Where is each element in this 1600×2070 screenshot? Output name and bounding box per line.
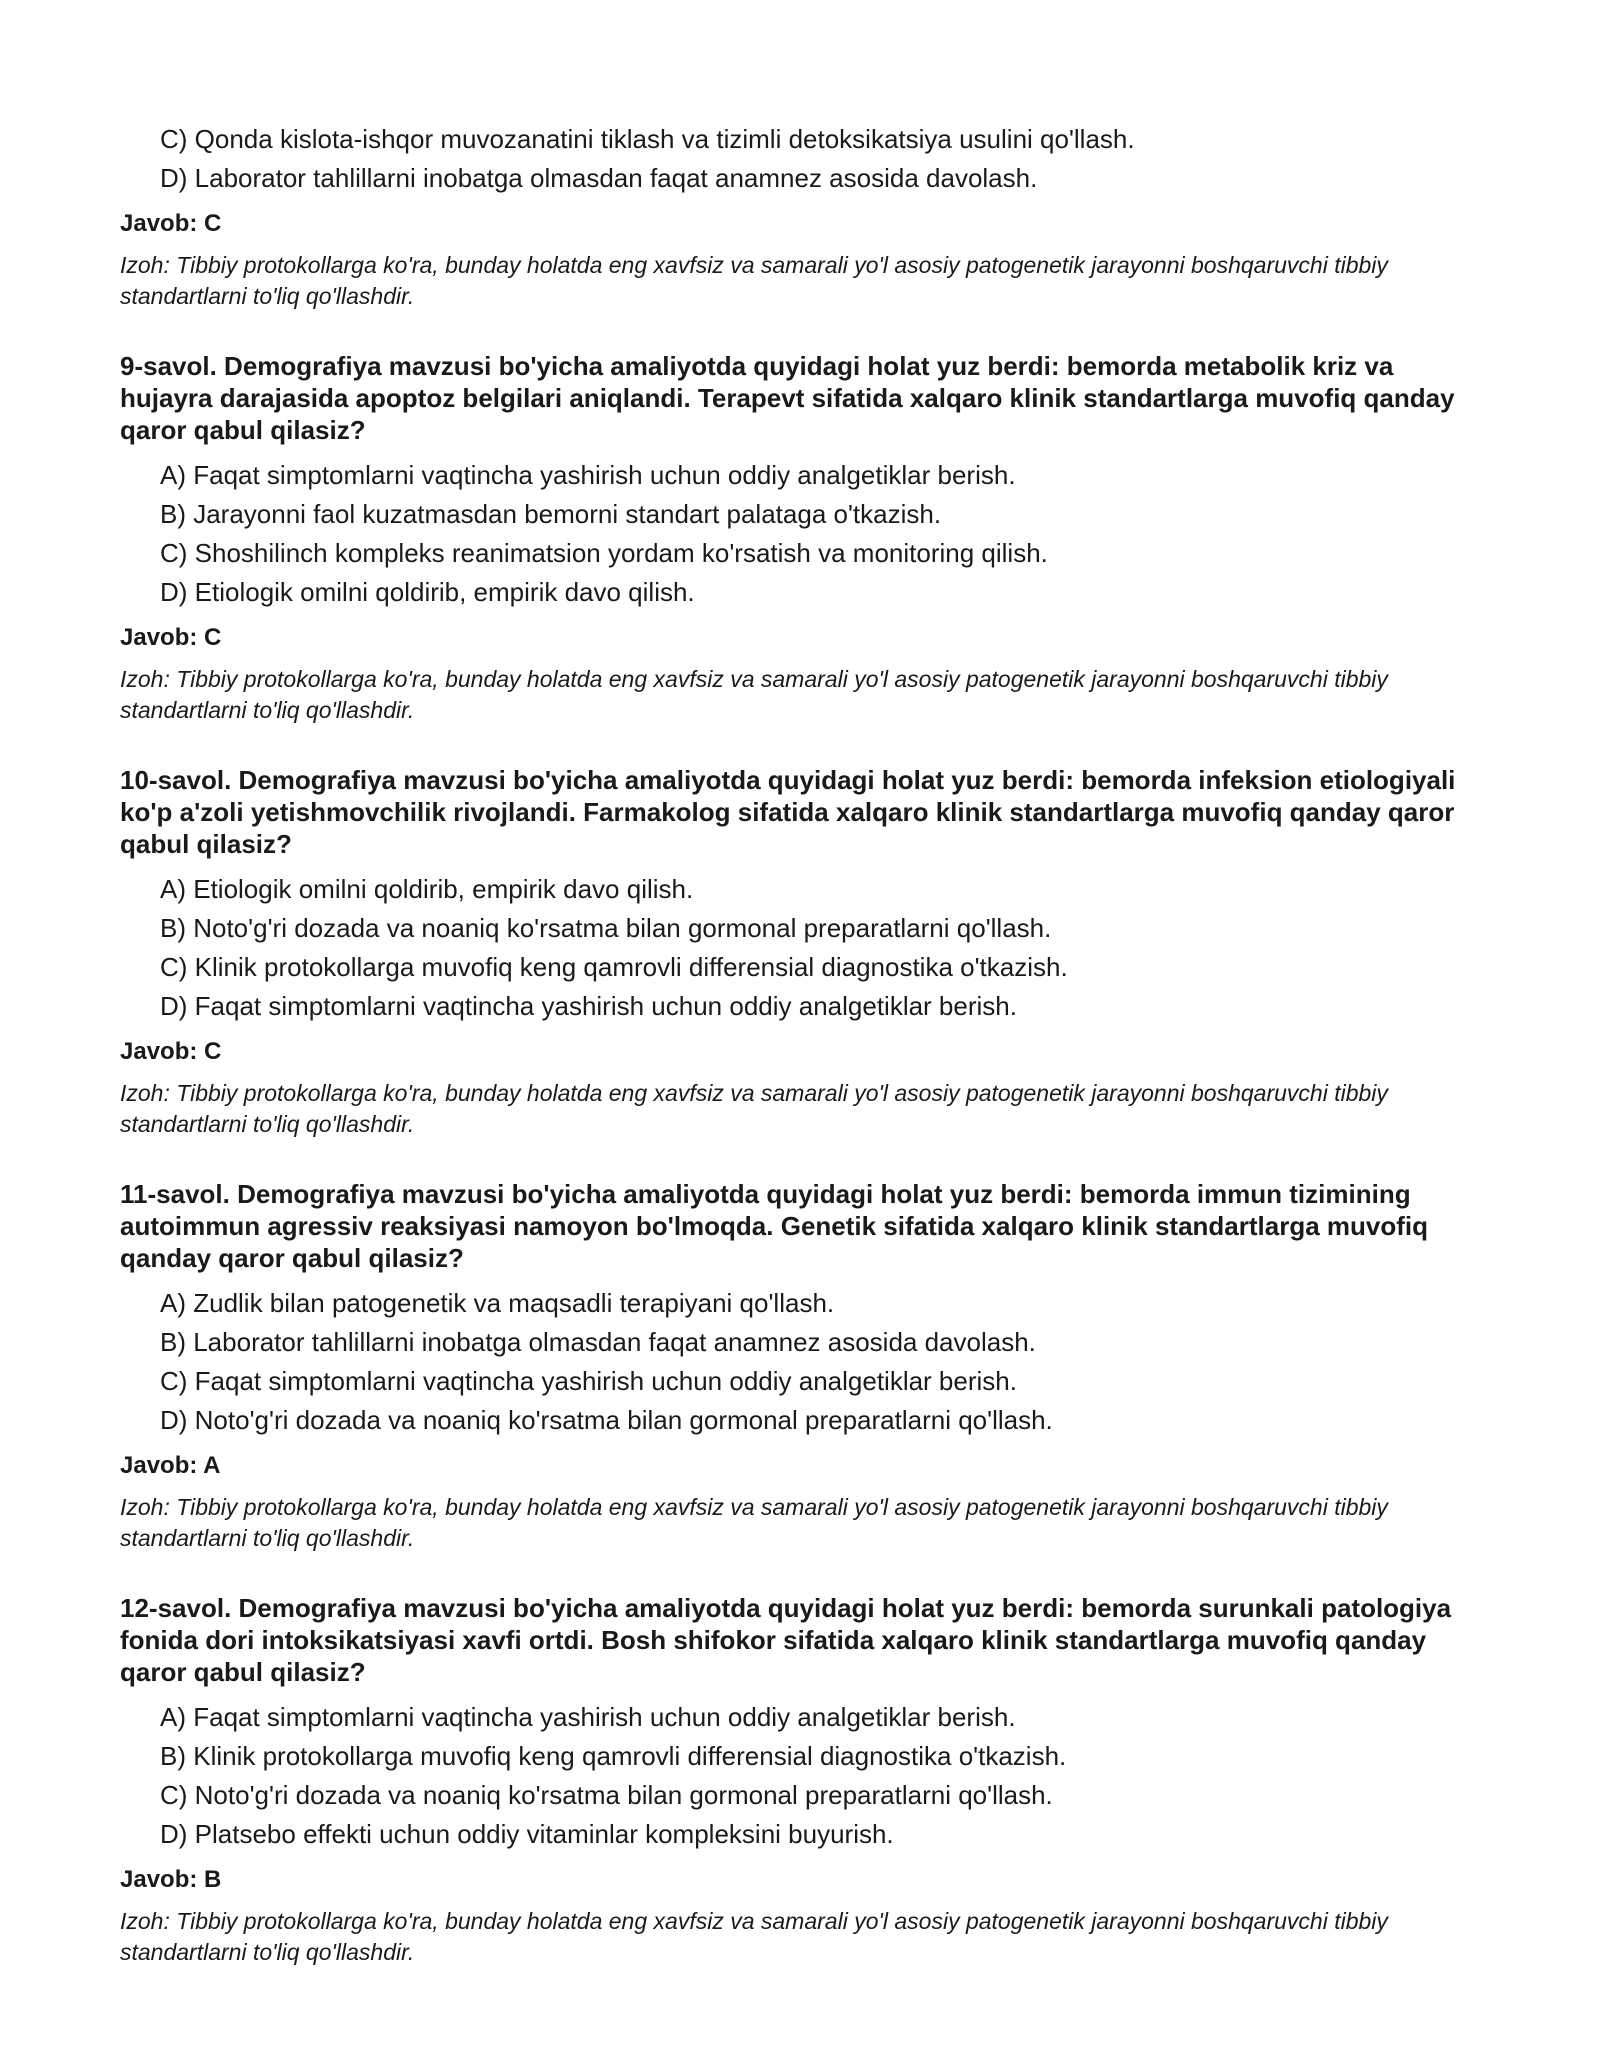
question-title: 11-savol. Demografiya mavzusi bo'yicha amaliyotda quyidagi holat yuz berdi: bemorda immun tizimining autoimmun agressiv reaksiyasi namoyon bo'lmoqda. Genetik sifatida xalqaro klinik standartlarga muvofiq qanday qaror qabul qilasiz?	[120, 1179, 1429, 1273]
carryover-block	[120, 120, 1480, 312]
explanation-note: Izoh: Tibbiy protokollarga ko'ra, bunday holatda eng xavfsiz va samarali yo'l asosiy patogenetik jarayonni boshqaruvchi tibbiy standartlarni to'liq qo'llashdir.	[120, 1908, 1388, 1965]
option-b: B) Laborator tahlillarni inobatga olmasdan faqat anamnez asosida davolash.	[160, 1327, 1036, 1357]
question-title: 12-savol. Demografiya mavzusi bo'yicha amaliyotda quyidagi holat yuz berdi: bemorda surunkali patologiya fonida dori intoksikatsiyasi xavfi ortdi. Bosh shifokor sifatida xalqaro klinik standartlarga muvofiq qanday qaror qabul qilasiz?	[120, 1593, 1452, 1687]
question-12	[120, 1592, 1480, 1968]
option-d: D) Noto'g'ri dozada va noaniq ko'rsatma bilan gormonal preparatlarni qo'llash.	[160, 1405, 1053, 1435]
option-c: C) Shoshilinch kompleks reanimatsion yordam ko'rsatish va monitoring qilish.	[160, 538, 1048, 568]
option-c: C) Qonda kislota-ishqor muvozanatini tiklash va tizimli detoksikatsiya usulini qo'llash.	[160, 124, 1135, 154]
answer-line: Javob: C	[120, 210, 222, 237]
option-a: A) Faqat simptomlarni vaqtincha yashirish uchun oddiy analgetiklar berish.	[160, 460, 1016, 490]
option-a: A) Etiologik omilni qoldirib, empirik davo qilish.	[160, 874, 694, 904]
question-title: 10-savol. Demografiya mavzusi bo'yicha amaliyotda quyidagi holat yuz berdi: bemorda infeksion etiologiyali ko'p a'zoli yetishmovchilik rivojlandi. Farmakolog sifatida xalqaro klinik standartlarga muvofiq qanday qaror qabul qilasiz?	[120, 765, 1456, 859]
option-d: D) Laborator tahlillarni inobatga olmasdan faqat anamnez asosida davolash.	[160, 163, 1038, 193]
explanation-note: Izoh: Tibbiy protokollarga ko'ra, bunday holatda eng xavfsiz va samarali yo'l asosiy patogenetik jarayonni boshqaruvchi tibbiy standartlarni to'liq qo'llashdir.	[120, 666, 1388, 723]
answer-line: Javob: A	[120, 1452, 221, 1479]
option-b: B) Jarayonni faol kuzatmasdan bemorni standart palataga o'tkazish.	[160, 499, 942, 529]
option-c: C) Noto'g'ri dozada va noaniq ko'rsatma bilan gormonal preparatlarni qo'llash.	[160, 1780, 1053, 1810]
explanation-note: Izoh: Tibbiy protokollarga ko'ra, bunday holatda eng xavfsiz va samarali yo'l asosiy patogenetik jarayonni boshqaruvchi tibbiy standartlarni to'liq qo'llashdir.	[120, 252, 1388, 309]
option-b: B) Klinik protokollarga muvofiq keng qamrovli differensial diagnostika o'tkazish.	[160, 1741, 1067, 1771]
option-d: D) Etiologik omilni qoldirib, empirik davo qilish.	[160, 577, 695, 607]
option-d: D) Platsebo effekti uchun oddiy vitaminlar kompleksini buyurish.	[160, 1819, 894, 1849]
option-a: A) Faqat simptomlarni vaqtincha yashirish uchun oddiy analgetiklar berish.	[160, 1702, 1016, 1732]
question-title: 9-savol. Demografiya mavzusi bo'yicha amaliyotda quyidagi holat yuz berdi: bemorda metabolik kriz va hujayra darajasida apoptoz belgilari aniqlandi. Terapevt sifatida xalqaro klinik standartlarga muvofiq qanday qaror qabul qilasiz?	[120, 351, 1455, 445]
option-c: C) Faqat simptomlarni vaqtincha yashirish uchun oddiy analgetiklar berish.	[160, 1366, 1017, 1396]
question-9	[120, 350, 1480, 726]
answer-line: Javob: B	[120, 1866, 222, 1893]
explanation-note: Izoh: Tibbiy protokollarga ko'ra, bunday holatda eng xavfsiz va samarali yo'l asosiy patogenetik jarayonni boshqaruvchi tibbiy standartlarni to'liq qo'llashdir.	[120, 1080, 1388, 1137]
answer-line: Javob: C	[120, 624, 222, 651]
question-10	[120, 764, 1480, 1140]
question-11	[120, 1178, 1480, 1554]
explanation-note: Izoh: Tibbiy protokollarga ko'ra, bunday holatda eng xavfsiz va samarali yo'l asosiy patogenetik jarayonni boshqaruvchi tibbiy standartlarni to'liq qo'llashdir.	[120, 1494, 1388, 1551]
option-d: D) Faqat simptomlarni vaqtincha yashirish uchun oddiy analgetiklar berish.	[160, 991, 1017, 1021]
option-b: B) Noto'g'ri dozada va noaniq ko'rsatma bilan gormonal preparatlarni qo'llash.	[160, 913, 1052, 943]
answer-line: Javob: C	[120, 1038, 222, 1065]
option-a: A) Zudlik bilan patogenetik va maqsadli terapiyani qo'llash.	[160, 1288, 835, 1318]
option-c: C) Klinik protokollarga muvofiq keng qamrovli differensial diagnostika o'tkazish.	[160, 952, 1068, 982]
